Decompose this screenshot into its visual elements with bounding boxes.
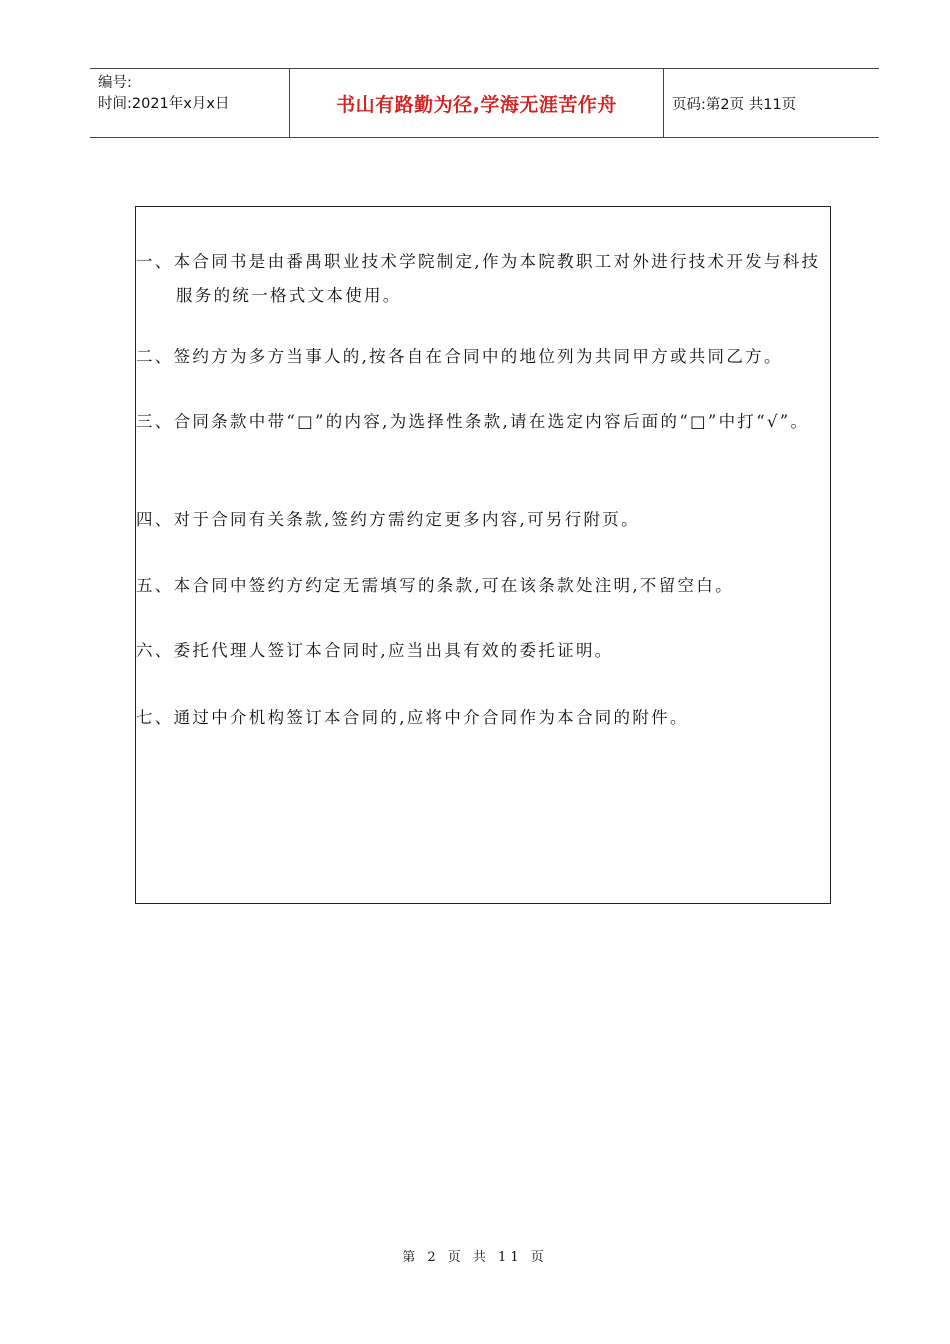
note-item-2: 二、签约方为多方当事人的,按各自在合同中的地位列为共同甲方或共同乙方。	[136, 347, 783, 366]
note-item-7: 七、通过中介机构签订本合同的,应将中介合同作为本合同的附件。	[136, 708, 689, 727]
contract-notes-box	[135, 206, 831, 904]
page-header	[90, 68, 879, 138]
note-item-1: 一、本合同书是由番禺职业技术学院制定,作为本院教职工对外进行技术开发与科技服务的统一格式文本使用。	[136, 252, 821, 305]
note-item-5: 五、本合同中签约方约定无需填写的条款,可在该条款处注明,不留空白。	[136, 576, 734, 595]
note-item-3: 三、合同条款中带“□”的内容,为选择性条款,请在选定内容后面的“□”中打“√”。	[136, 412, 810, 431]
header-meta	[90, 69, 290, 137]
note-item-6: 六、委托代理人签订本合同时,应当出具有效的委托证明。	[136, 641, 614, 660]
note-item-4: 四、对于合同有关条款,签约方需约定更多内容,可另行附页。	[136, 510, 640, 529]
document-number-label: 编号:	[98, 75, 132, 91]
document-time-label: 时间:2021年x月x日	[98, 96, 230, 112]
page-footer: 第 2 页 共 11 页	[402, 1250, 548, 1265]
header-slogan: 书山有路勤为径,学海无涯苦作舟	[290, 69, 664, 137]
header-page-number: 页码:第2页 共11页	[672, 96, 797, 113]
